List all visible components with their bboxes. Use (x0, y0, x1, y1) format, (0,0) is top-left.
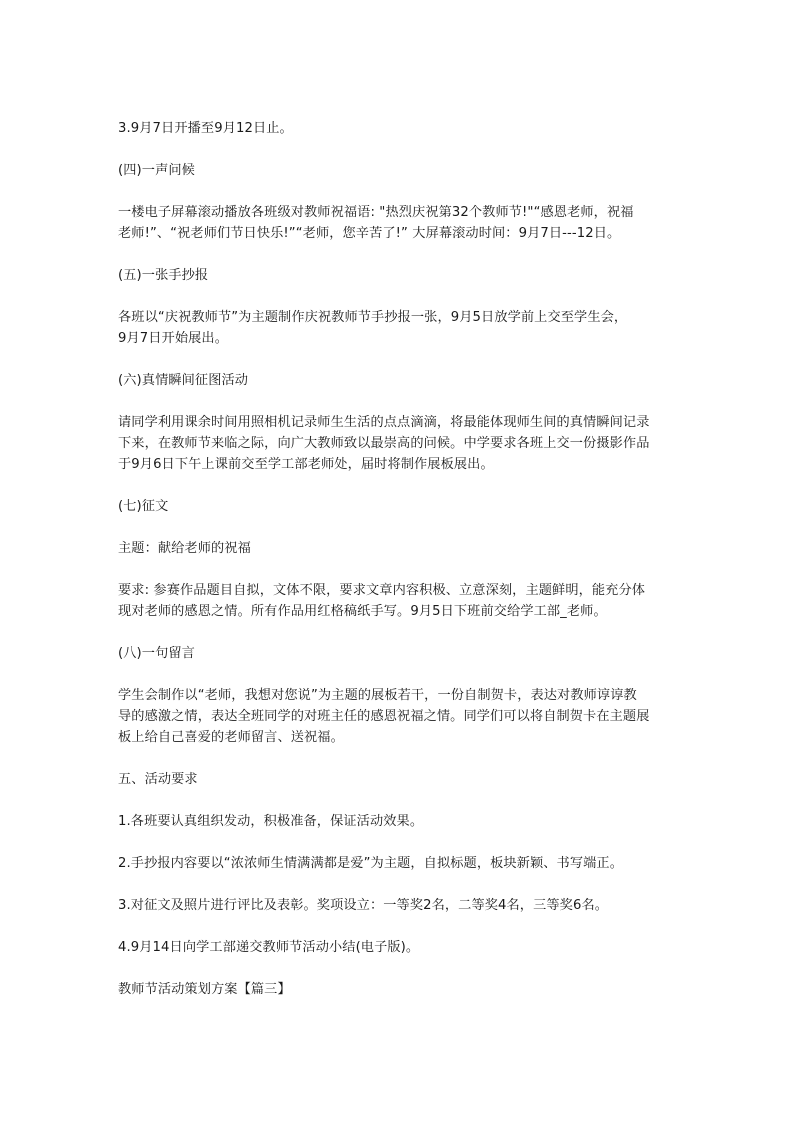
list-item-requirement-1: 1.各班要认真组织发动，积极准备，保证活动效果。 (118, 814, 424, 829)
paragraph-essay-requirements: 要求: 参赛作品题目自拟，文体不限，要求文章内容积极、立意深刻，主题鲜明，能充分体 现对老师的感恩之情。所有作品用红格稿纸手写。9月5日下班前交给学工部_老师。 (118, 583, 646, 619)
list-item-requirement-3: 3.对征文及照片进行评比及表彰。奖项设立：一等奖2名，二等奖4名，三等奖6名。 (118, 898, 609, 913)
section-heading-handwritten-paper: (五)一张手抄报 (118, 268, 209, 283)
section-heading-greeting: (四)一声问候 (118, 163, 195, 178)
section-heading-plan-part-three: 教师节活动策划方案【篇三】 (118, 982, 291, 997)
paragraph-greeting-body: 一楼电子屏幕滚动播放各班级对教师祝福语: "热烈庆祝第32个教师节!"“感恩老师，祝福 老师!”、“祝老师们节日快乐!”“老师，您辛苦了!” 大屏幕滚动时间：9月7日---12日。 (118, 205, 634, 241)
list-item-requirement-2: 2.手抄报内容要以“浓浓师生情满满都是爱”为主题，自拟标题，板块新颖、书写端正。 (118, 856, 623, 871)
paragraph-essay-theme: 主题：献给老师的祝福 (118, 541, 251, 556)
list-item-requirement-4: 4.9月14日向学工部递交教师节活动小结(电子版)。 (118, 940, 420, 955)
paragraph-schedule-end: 3.9月7日开播至9月12日止。 (118, 121, 293, 136)
section-heading-message: (八)一句留言 (118, 646, 195, 661)
paragraph-photo-contest-body: 请同学利用课余时间用照相机记录师生生活的点点滴滴，将最能体现师生间的真情瞬间记录 下来，在教师节来临之际，向广大教师致以最崇高的问候。中学要求各班上交一份摄影作品 于9月6日下午上课前交至学工部老师处，届时将制作展板展出。 (118, 415, 650, 472)
section-heading-essay: (七)征文 (118, 499, 169, 514)
section-heading-requirements: 五、活动要求 (118, 772, 198, 787)
section-heading-photo-contest: (六)真情瞬间征图活动 (118, 373, 249, 388)
paragraph-handwritten-paper-body: 各班以“庆祝教师节”为主题制作庆祝教师节手抄报一张，9月5日放学前上交至学生会， 9月7日开始展出。 (118, 310, 628, 346)
paragraph-message-body: 学生会制作以“老师，我想对您说”为主题的展板若干，一份自制贺卡，表达对教师谆谆教 导的感激之情，表达全班同学的对班主任的感恩祝福之情。同学们可以将自制贺卡在主题展 板上给自己喜爱的老师留言、送祝福。 (118, 688, 650, 745)
